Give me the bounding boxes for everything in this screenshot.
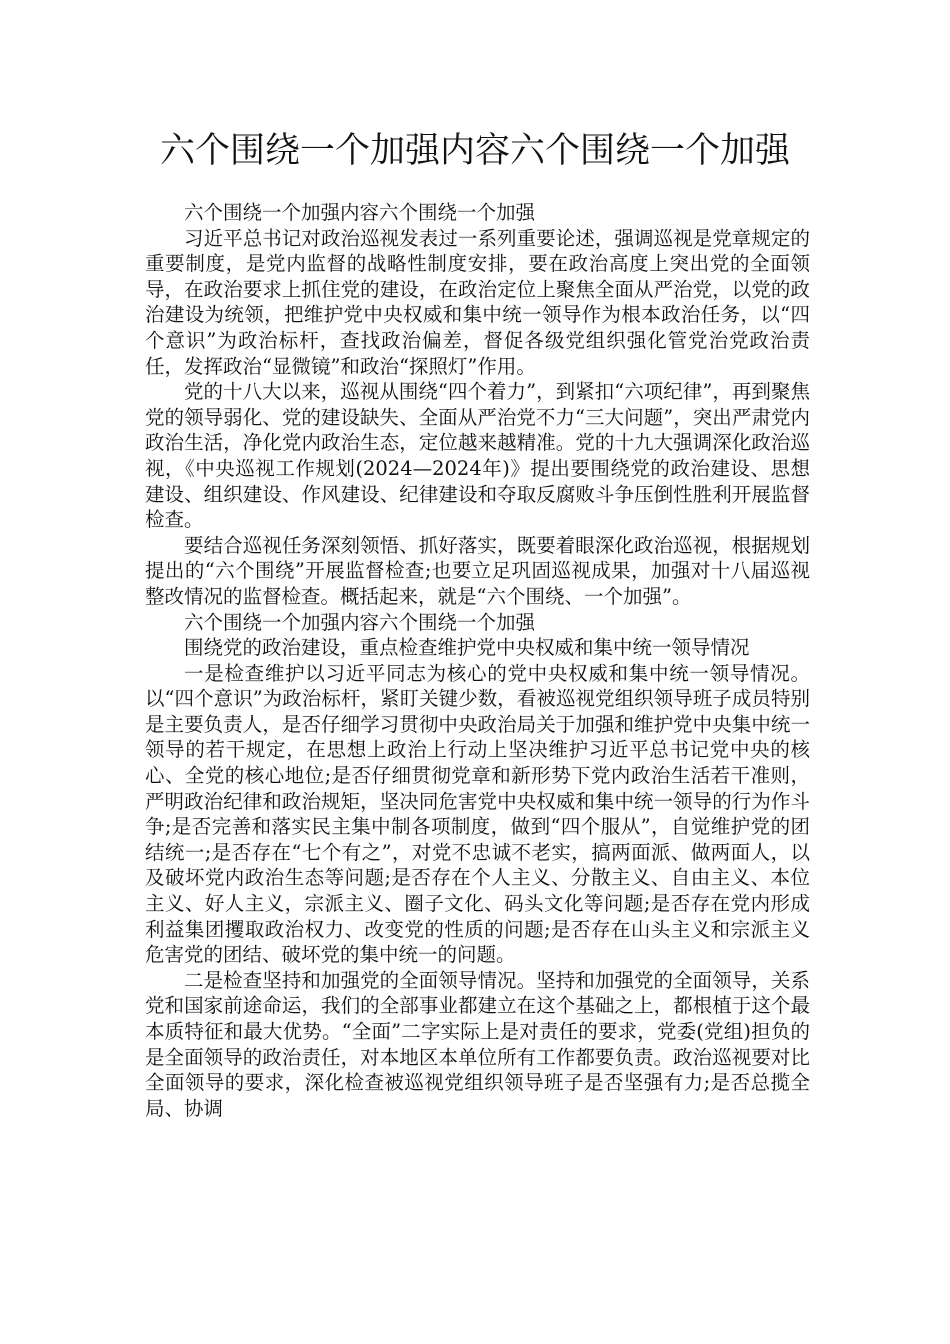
paragraph-subtitle: 六个围绕一个加强内容六个围绕一个加强	[184, 201, 536, 224]
paragraph-point-one: 一是检查维护以习近平同志为核心的党中央权威和集中统一领导情况。以“四个意识”为政治标杆，紧盯关键少数，看被巡视党组织领导班子成员特别是主要负责人，是否仔细学习贯彻中央政治局关于加强和维护党中央集中统一领导的若干规定，在思想上政治上行动上坚决维护习近平总书记党中央的核心、全党的核心地位;是否仔细贯彻党章和新形势下党内政治生活若干准则，严明政治纪律和政治规矩，坚决同危害党中央权威和集中统一领导的行为作斗争;是否完善和落实民主集中制各项制度，做到“四个服从”，自觉维护党的团结统一;是否存在“七个有之”，对党不忠诚不老实，搞两面派、做两面人，以及破坏党内政治生态等问题;是否存在个人主义、分散主义、自由主义、本位主义、好人主义，宗派主义、圈子文化、码头文化等问题;是否存在党内形成利益集团攫取政治权力、改变党的性质的问题;是否存在山头主义和宗派主义危害党的团结、破坏党的集中统一的问题。	[145, 661, 810, 967]
paragraph-point-two: 二是检查坚持和加强党的全面领导情况。坚持和加强党的全面领导，关系党和国家前途命运，我们的全部事业都建立在这个基础之上，都根植于这个最本质特征和最大优势。“全面”二字实际上是对责任的要求，党委(党组)担负的是全面领导的政治责任，对本地区本单位所有工作都要负责。政治巡视要对比全面领导的要求，深化检查被巡视党组织领导班子是否坚强有力;是否总揽全局、协调	[145, 968, 810, 1120]
paragraph-summary: 要结合巡视任务深刻领悟、抓好落实，既要着眼深化政治巡视，根据规划提出的“六个围绕”开展监督检查;也要立足巩固巡视成果，加强对十八届巡视整改情况的监督检查。概括起来，就是“六个围绕、一个加强”。	[145, 533, 810, 608]
section-heading: 围绕党的政治建设，重点检查维护党中央权威和集中统一领导情况	[184, 636, 750, 660]
paragraph-history: 党的十八大以来，巡视从围绕“四个着力”，到紧扣“六项纪律”，再到聚焦党的领导弱化、党的建设缺失、全面从严治党不力“三大问题”，突出严肃党内政治生活，净化党内政治生态，定位越来越精准。党的十九大强调深化政治巡视，《中央巡视工作规划(2024—2024年)》提出要围绕党的政治建设、思想建设、组织建设、作风建设、纪律建设和夺取反腐败斗争压倒性胜利开展监督检查。	[145, 380, 810, 532]
paragraph-intro: 习近平总书记对政治巡视发表过一系列重要论述，强调巡视是党章规定的重要制度，是党内监督的战略性制度安排，要在政治高度上突出党的全面领导，在政治要求上抓住党的建设，在政治定位上聚焦全面从严治党，以党的政治建设为统领，把维护党中央权威和集中统一领导作为根本政治任务，以“四个意识”为政治标杆，查找政治偏差，督促各级党组织强化管党治党政治责任，发挥政治“显微镜”和政治“探照灯”作用。	[145, 226, 810, 378]
document-body	[145, 200, 810, 1121]
document-title: 六个围绕一个加强内容六个围绕一个加强	[159, 131, 790, 171]
paragraph-subtitle-repeat: 六个围绕一个加强内容六个围绕一个加强	[184, 610, 536, 634]
